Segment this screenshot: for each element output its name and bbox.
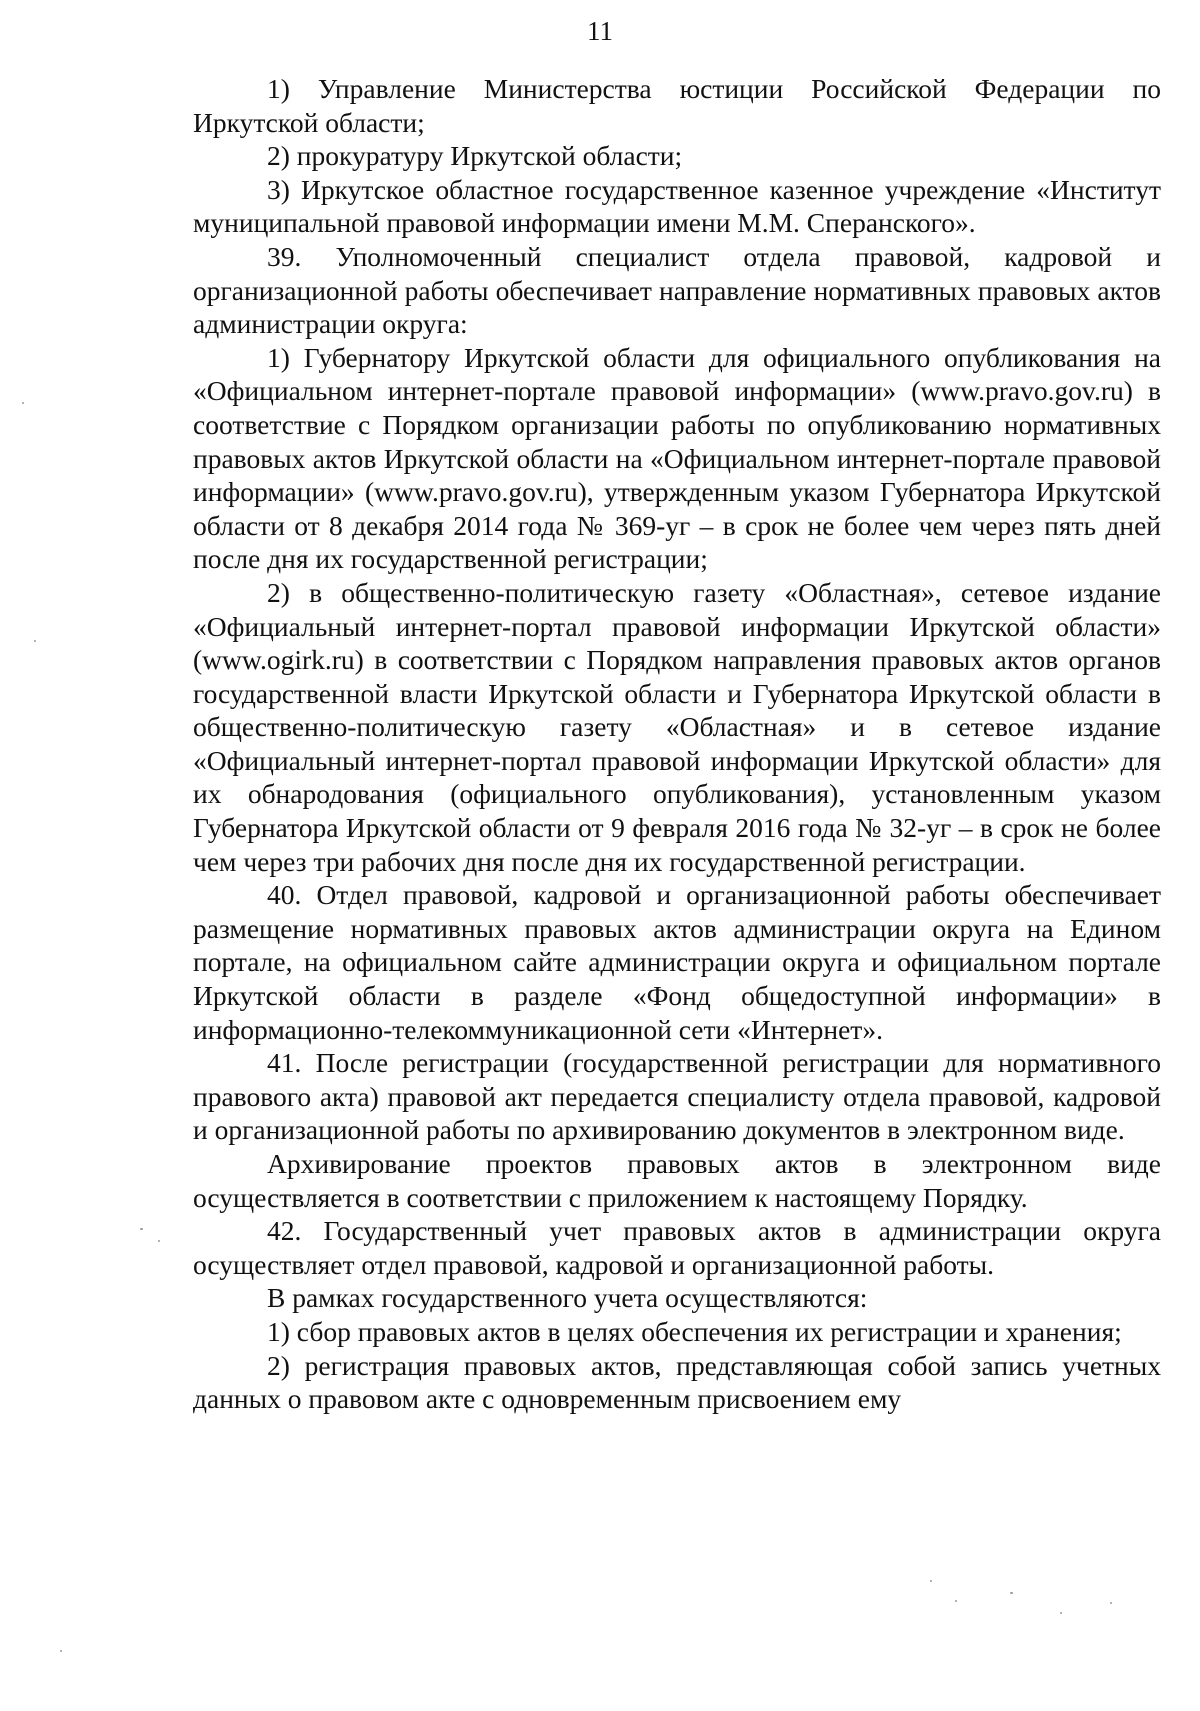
- scan-speck: [158, 1240, 160, 1242]
- scan-speck: [1060, 1612, 1062, 1614]
- document-body: [193, 72, 1161, 1416]
- paragraph-section-40: 40. Отдел правовой, кадровой и организационной работы обеспечивает размещение нормативных правовых актов администрации округа на Едином портале, на официальном сайте администрации округа и официальном портале Иркутской области в разделе «Фонд общедоступной информации» в информационно-телекоммуникационной сети «Интернет».: [193, 879, 1161, 1045]
- paragraph-item-3: 3) Иркутское областное государственное казенное учреждение «Институт муниципальной правовой информации имени М.М. Сперанского».: [193, 173, 1161, 239]
- paragraph-item-2: 2) прокуратуру Иркутской области;: [267, 140, 683, 172]
- page-number: 11: [587, 16, 613, 46]
- scan-speck: [955, 1600, 957, 1602]
- paragraph-section-39: 39. Уполномоченный специалист отдела правовой, кадровой и организационной работы обеспечивает направление нормативных правовых актов администрации округа:: [193, 240, 1161, 340]
- paragraph-section-39-item-1: 1) Губернатору Иркутской области для официального опубликования на «Официальном интернет-портале правовой информации» (www.pravo.gov.ru) в соответствие с Порядком организации работы по опубликованию нормативных правовых актов Иркутской области на «Официальном интернет-портале правовой информации» (www.pravo.gov.ru), утвержденным указом Губернатора Иркутской области от 8 декабря 2014 года № 369-уг – в срок не более чем через пять дней после дня их государственной регистрации;: [193, 341, 1161, 575]
- paragraph-section-39-item-2: 2) в общественно-политическую газету «Областная», сетевое издание «Официальный интернет-портал правовой информации Иркутской области» (www.ogirk.ru) в соответствии с Порядком направления правовых актов органов государственной власти Иркутской области и Губернатора Иркутской области в общественно-политическую газету «Областная» и в сетевое издание «Официальный интернет-портал правовой информации Иркутской области» для их обнародования (официального опубликования), установленным указом Губернатора Иркутской области от 9 февраля 2016 года № 32-уг – в срок не более чем через три рабочих дня после дня их государственной регистрации.: [193, 576, 1161, 877]
- scan-speck: [1110, 1602, 1112, 1604]
- paragraph-section-42-item-1: 1) сбор правовых актов в целях обеспечения их регистрации и хранения;: [267, 1315, 1122, 1347]
- scan-speck: [22, 402, 24, 404]
- scan-speck: [1010, 1592, 1013, 1594]
- paragraph-section-41: 41. После регистрации (государственной регистрации для нормативного правового акта) правовой акт передается специалисту отдела правовой, кадровой и организационной работы по архивированию документов в электронном виде.: [193, 1047, 1161, 1146]
- paragraph-item-1: 1) Управление Министерства юстиции Российской Федерации по Иркутской области;: [193, 73, 1161, 138]
- scan-speck: [930, 1580, 932, 1582]
- paragraph-section-42: 42. Государственный учет правовых актов в администрации округа осуществляет отдел правовой, кадровой и организационной работы.: [193, 1215, 1161, 1280]
- paragraph-archiving: Архивирование проектов правовых актов в электронном виде осуществляется в соответствии с приложением к настоящему Порядку.: [193, 1148, 1161, 1213]
- scan-speck: [140, 1228, 143, 1230]
- paragraph-registration-scope: В рамках государственного учета осуществляются:: [267, 1282, 868, 1314]
- scan-speck: [34, 640, 36, 642]
- paragraph-section-42-item-2: 2) регистрация правовых актов, представляющая собой запись учетных данных о правовом акте с одновременным присвоением ему: [193, 1349, 1161, 1415]
- scan-speck: [60, 1650, 62, 1652]
